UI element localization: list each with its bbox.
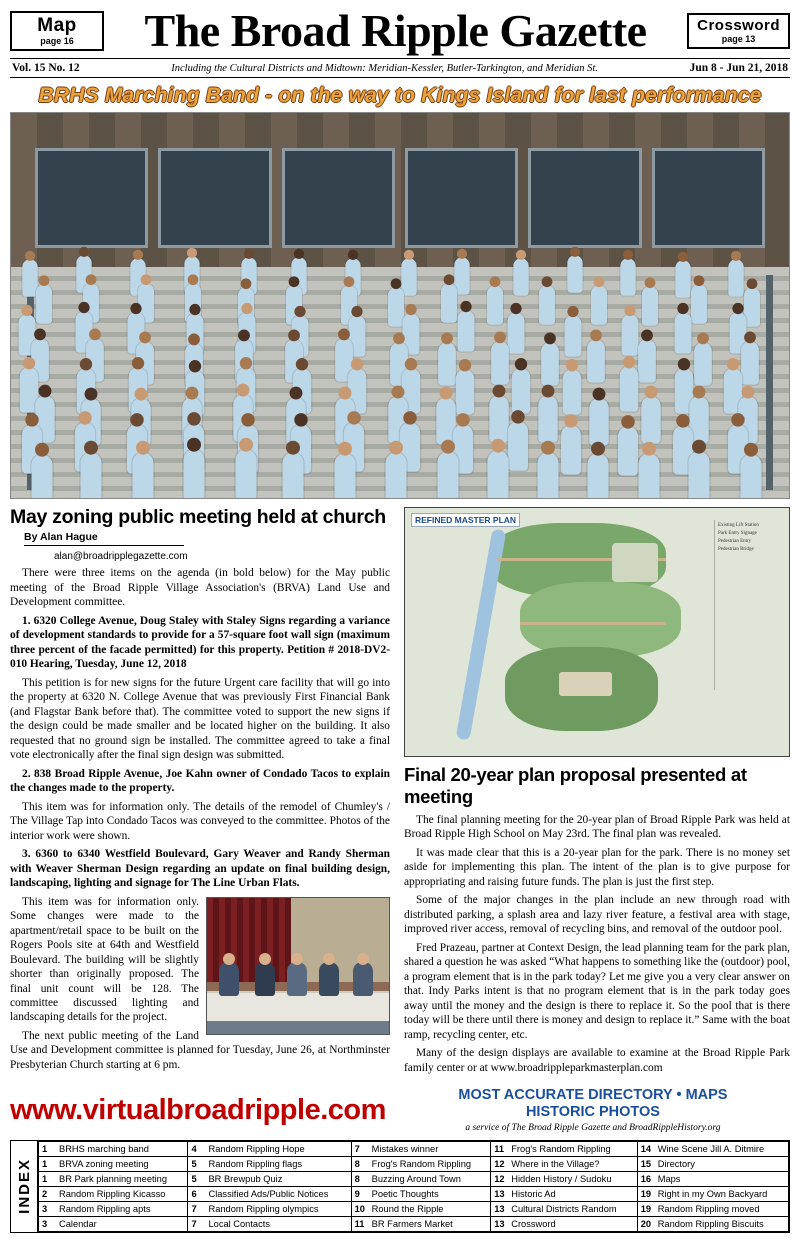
photo-band-member [438,451,459,499]
issue-tagline: Including the Cultural Districts and Midtown: Meridian-Kessler, Butler-Tarkington, and Meridian St. [171,62,598,74]
map-key [714,520,785,690]
index-entry-title[interactable]: Where in the Village? [508,1156,637,1171]
index-entry-title[interactable]: BRHS marching band [56,1141,188,1156]
photo-band-member [620,367,639,412]
index-entry-title[interactable]: Crossword [508,1216,637,1231]
map-key-item: Park Entry Signage [718,531,757,536]
page-title: The Broad Ripple Gazette [144,5,647,56]
index-page-number: 8 [351,1156,369,1171]
issue-bar [10,59,790,78]
right-article-paragraph: Fred Prazeau, partner at Context Design, the lead planning team for the park plan, shared a question he was asked “What happens to something like the (outdoor) pool, a program element that is in the park today? Let me give you a very clear answer on that. Indy Parks intent is that no program element that is in the park today goes away until the money and the design is there to replace it. So the pool that is there today will be there until there is money and design to replace it.” Same with the boat ramp, recycling center, etc. [404,941,790,1041]
photo-band-member [458,311,475,352]
photo-band-member [36,285,52,324]
index-entry-title[interactable]: Mistakes winner [369,1141,491,1156]
left-article-paragraph: This petition is for new signs for the future Urgent care facility that will go into the property at 6320 N. College Avenue that was previously First Financial Bank (and Flagstar Bank before that). The committee voted to support the new signs if the design could be made smaller and be located higher on the building. It also requested that no ground sign be installed. The committee agreed to take a final vote electronically after the final sign design was submitted. [10,676,390,762]
index-row [39,1216,789,1231]
photo-band-member [694,342,712,385]
photo-band-member [691,284,707,323]
map-building [559,672,613,697]
index-entry-title[interactable]: BRVA zoning meeting [56,1156,188,1171]
left-article-paragraph: This item was for information only. Some changes were made to the apartment/retail space to be built on the Rogers Pools site at 64th and Westfield Boulevard. The building will be slightly shorter than originally proposed. The final unit count will be 128. The committee discussed lighting and landscaping details for the project. [10,895,199,1024]
index-entry-title[interactable]: Frog's Random Rippling [508,1141,637,1156]
photo-band-member [638,453,659,499]
map-building [612,543,658,583]
index-page-number: 1 [39,1156,57,1171]
index-page-number: 8 [351,1171,369,1186]
index-row [39,1171,789,1186]
photo-person [319,962,339,996]
photo-floor [207,1021,389,1033]
index-row [39,1201,789,1216]
photo-marching-band-crowd [11,252,789,498]
article-columns [10,507,790,1079]
index-entry-title[interactable]: Poetic Thoughts [369,1186,491,1201]
index-page-number: 16 [637,1171,655,1186]
index-entry-title[interactable]: Calendar [56,1216,188,1231]
index-row [39,1156,789,1171]
photo-band-member [80,452,101,499]
photo-band-member [334,453,355,499]
left-article-paragraph: 3. 6360 to 6340 Westfield Boulevard, Gary Weaver and Randy Sherman with Weaver Sherman Design regarding an update on final building design, landscaping, lighting and signage for The Line Urban Flats. [10,848,390,890]
photo-band-member [438,343,456,386]
photo-band-member [513,259,528,296]
photo-band-member [567,256,582,293]
index-entry-title[interactable]: Directory [655,1156,789,1171]
photo-person [287,962,307,996]
photo-band-member [620,258,635,295]
photo-doors [11,148,789,248]
photo-band-member [541,342,559,385]
left-article-paragraph: The next public meeting of the Land Use and Development committee is planned for Tuesday, June 26, at Northminster Presbyterian Church starting at 6 pm. [10,1029,390,1071]
photo-person [255,962,275,996]
index-entry-title[interactable]: Cultural Districts Random [508,1201,637,1216]
website-url[interactable]: www.virtualbroadripple.com [10,1093,386,1126]
photo-band-member [676,260,691,297]
issue-volume: Vol. 15 No. 12 [12,62,80,74]
index-page-number: 13 [491,1186,509,1201]
left-article-headline: May zoning public meeting held at church [10,506,386,528]
masthead [10,5,790,59]
photo-band-member [587,340,605,383]
footer-promo-bar [10,1087,790,1133]
promo-line-2: HISTORIC PHOTOS [525,1103,660,1120]
index-page-number: 5 [188,1156,206,1171]
left-column [10,507,390,1079]
map-key-item: Pedestrian Bridge [718,547,754,552]
index-entry-title[interactable]: Historic Ad [508,1186,637,1201]
photo-band-member [591,286,607,325]
photo-band-member [688,452,709,499]
promo-line-3: a service of The Broad Ripple Gazette and BroadRippleHistory.org [465,1122,721,1133]
index-page-number: 20 [637,1216,655,1231]
master-plan-map [404,507,790,757]
index-page-number: 9 [351,1186,369,1201]
index-entry-title[interactable]: Random Rippling Kicasso [56,1186,188,1201]
issue-date: Jun 8 - Jun 21, 2018 [689,62,788,74]
photo-band-member [508,422,528,471]
photo-band-member [538,395,557,442]
photo-band-member [589,399,608,446]
photo-band-member [402,259,417,296]
left-article-byline: By Alan Hague [24,531,98,544]
map-page-box[interactable] [10,11,104,50]
index-page-number: 19 [637,1201,655,1216]
index-entry-title[interactable]: BR Brewpub Quiz [205,1171,351,1186]
photo-band-member [741,454,762,499]
index-page-number: 11 [491,1141,509,1156]
photo-band-member [538,452,559,499]
left-article-paragraph: 2. 838 Broad Ripple Avenue, Joe Kahn owner of Condado Tacos to explain the changes made to the property. [10,767,390,795]
photo-band-member [561,425,581,474]
index-entry-title[interactable]: Random Rippling apts [56,1201,188,1216]
index-entry-title[interactable]: Random Rippling moved [655,1201,789,1216]
photo-person [219,962,239,996]
photo-band-member [32,454,53,499]
photo-band-member [508,313,525,354]
index-entry-title[interactable]: BR Farmers Market [369,1216,491,1231]
right-article-paragraph: Many of the design displays are available to examine at the Broad Ripple Park family center or at www.broadrippleparkmasterplan.com [404,1047,790,1074]
index-side-label [11,1141,38,1232]
index-entry-title[interactable]: Round the Ripple [369,1201,491,1216]
map-key-item: Pedestrian Entry [718,539,752,544]
index-page-number: 14 [637,1141,655,1156]
photo-band-member [642,286,658,325]
photo-band-member [563,370,582,415]
index-page-number: 12 [491,1156,509,1171]
right-article-paragraph: Some of the major changes in the plan include an new through road with distributed parking, a splash area and lazy river feature, a festival area with stage, improved river access, removal of recycling bins, and removal of the outdoor pool. [404,894,790,936]
map-key-item: Existing Lift Station [718,523,759,528]
photo-band-member [491,341,509,384]
index-page-number: 5 [188,1171,206,1186]
index-entry-title[interactable]: Buzzing Around Town [369,1171,491,1186]
index-page-number: 7 [188,1201,206,1216]
left-article-paragraph: This item was for information only. The details of the remodel of Chumley's / The Village Tap into Condado Tacos was conveyed to the committee. Photos of the interior work were shown. [10,800,390,842]
index-page-number: 2 [39,1186,57,1201]
index-page-number: 10 [351,1201,369,1216]
crossword-box-page: page 13 [721,34,756,45]
index-page-number: 11 [351,1216,369,1231]
photo-band-member [539,285,555,324]
index-row [39,1186,789,1201]
photo-band-member [236,449,257,499]
lead-photo [10,112,790,499]
right-article-paragraph: It was made clear that this is a 20-year plan for the park. There is no money set aside for implementing this plan. The intent of the plan is to give purpose for appropriating and raising future funds. The plan is just the first step. [404,846,790,888]
crossword-box-title: Crossword [697,17,780,35]
photo-band-member [388,287,404,326]
index-entry-title[interactable]: Classified Ads/Public Notices [205,1186,351,1201]
photo-band-member [618,426,638,475]
index-entry-title[interactable]: Frog's Random Rippling [369,1156,491,1171]
photo-band-member [456,370,475,415]
photo-band-member [638,339,656,382]
promo-block [396,1087,790,1133]
left-article-email[interactable]: alan@broadripplegazette.com [54,551,188,563]
index-entry-title[interactable]: Random Rippling flags [205,1156,351,1171]
index-page-number: 13 [491,1216,509,1231]
index-entry-title[interactable]: Random Rippling Biscuits [655,1216,789,1231]
index-entry-title[interactable]: Maps [655,1171,789,1186]
map-label: REFINED MASTER PLAN [411,513,520,527]
index-page-number: 19 [637,1186,655,1201]
promo-line-1: MOST ACCURATE DIRECTORY • MAPS [458,1087,728,1104]
index-entry-title[interactable]: Right in my Own Backyard [655,1186,789,1201]
index-section [10,1140,790,1233]
map-box-title: Map [37,15,77,37]
index-side-text: INDEX [15,1158,33,1214]
index-entry-title[interactable]: BR Park planning meeting [56,1171,188,1186]
photo-band-member [488,450,509,499]
lead-banner [10,84,790,108]
index-page-number: 13 [491,1201,509,1216]
photo-band-member [283,452,304,499]
photo-person [353,962,373,996]
index-entry-title[interactable]: Hidden History / Sudoku [508,1171,637,1186]
photo-band-member [133,453,154,499]
index-page-number: 3 [39,1216,57,1231]
photo-band-member [588,453,609,499]
index-table [38,1141,789,1232]
index-page-number: 7 [351,1141,369,1156]
map-road [520,622,666,625]
right-column [404,507,790,1079]
left-article-paragraph: 1. 6320 College Avenue, Doug Staley with Staley Signs regarding a variance of development standards to provide for a 57-square foot wall sign (maximum three percent of the facade permitted) for this property. Petition # 2018-DV2-010 Hearing, Tuesday, June 12, 2018 [10,614,390,671]
byline-rule [24,545,184,546]
lead-banner-text: BRHS Marching Band - on the way to Kings Island for last performance [38,84,762,107]
index-page-number: 6 [188,1186,206,1201]
photo-table [207,991,389,1023]
index-page-number: 1 [39,1141,57,1156]
photo-band-member [565,315,582,356]
photo-band-member [386,453,407,499]
photo-band-member [512,368,531,413]
index-entry-title[interactable]: Random Rippling olympics [205,1201,351,1216]
photo-band-member [441,283,457,322]
right-article-headline: Final 20-year plan proposal presented at meeting [404,764,747,807]
photo-band-member [741,342,759,385]
photo-band-member [489,395,508,442]
photo-band-member [642,397,661,444]
photo-band-member [184,449,205,499]
photo-band-member [487,285,503,324]
meeting-photo [206,897,390,1035]
index-page-number: 3 [39,1201,57,1216]
index-entry-title[interactable]: Local Contacts [205,1216,351,1231]
index-page-number: 1 [39,1171,57,1186]
photo-band-member [621,314,638,355]
photo-band-member [675,313,692,354]
index-page-number: 12 [491,1171,509,1186]
index-page-number: 7 [188,1216,206,1231]
index-row [39,1141,789,1156]
index-entry-title[interactable]: Random Rippling Hope [205,1141,351,1156]
index-page-number: 4 [188,1141,206,1156]
left-article-paragraph: There were three items on the agenda (in bold below) for the May public meeting of the Broad Ripple Village Association's (BRVA) Land Use and Development committee. [10,567,390,609]
index-entry-title[interactable]: Wine Scene Jill A. Ditmire [655,1141,789,1156]
map-green-area [520,582,681,656]
map-box-page: page 16 [40,36,74,47]
crossword-page-box[interactable] [687,13,790,48]
index-page-number: 15 [637,1156,655,1171]
photo-band-member [729,260,744,297]
right-article-paragraph: The final planning meeting for the 20-year plan of Broad Ripple Park was held at Broad Ripple High School on May 23rd. The final plan was revealed. [404,814,790,841]
